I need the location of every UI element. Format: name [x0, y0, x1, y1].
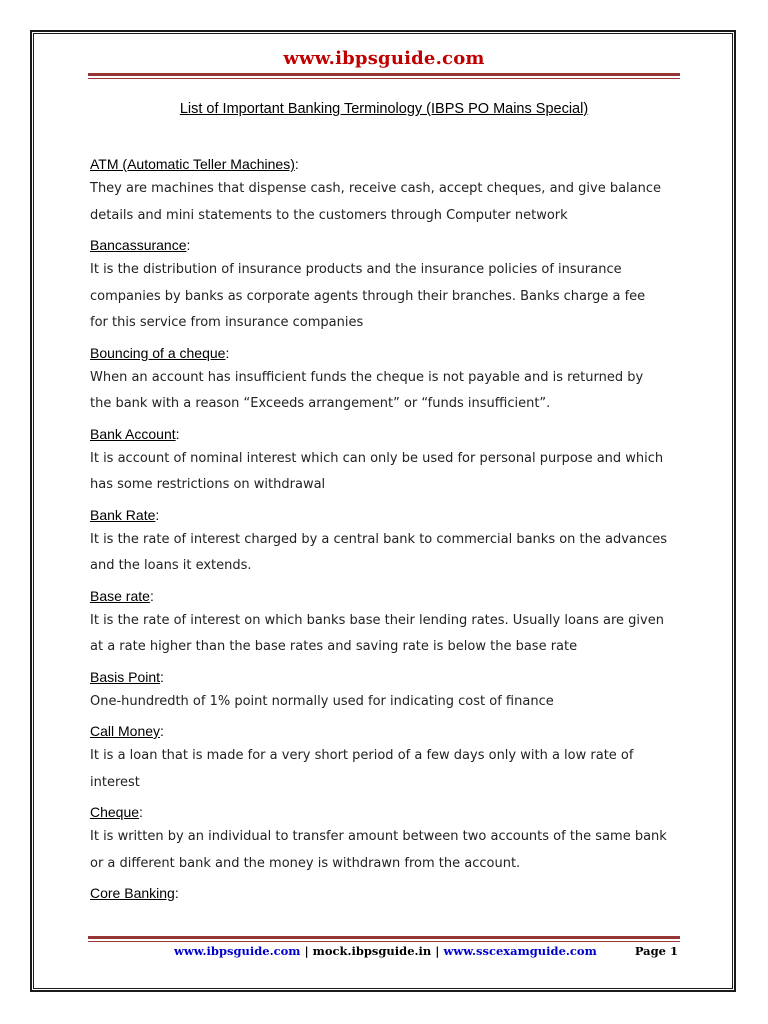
footer-link-ibpsguide[interactable]: www.ibpsguide.com — [174, 944, 301, 958]
definition-line: It is the rate of interest charged by a central bank to commercial banks on the advances — [90, 531, 668, 547]
footer-link-sscexamguide[interactable]: www.sscexamguide.com — [443, 944, 597, 958]
definition-line: It is a loan that is made for a very short period of a few days only with a low rate of — [90, 748, 634, 763]
document-title: List of Important Banking Terminology (IBPS PO Mains Special) — [179, 101, 589, 117]
definition-line: One-hundredth of 1% point normally used for indicating cost of finance — [90, 693, 554, 709]
term-definition — [90, 608, 680, 661]
footer-separator: | — [431, 944, 444, 958]
definition-line: has some restrictions on withdrawal — [90, 477, 326, 492]
term-heading — [90, 665, 680, 689]
header-rule-thick — [88, 73, 680, 76]
term-entry — [90, 584, 680, 661]
definition-line: details and mini statements to the customers through Computer network — [90, 207, 568, 223]
header-rule-thin — [88, 78, 680, 79]
term-definition — [90, 743, 680, 796]
term-heading — [90, 422, 680, 446]
definition-line: at a rate higher than the base rates and saving rate is below the base rate — [90, 639, 578, 654]
term-heading — [90, 503, 680, 527]
definition-line: It is the distribution of insurance products and the insurance policies of insurance — [90, 262, 622, 277]
definition-line: It is the rate of interest on which banks base their lending rates. Usually loans are given — [90, 612, 664, 628]
definition-line: When an account has insufficient funds the cheque is not payable and is returned by — [90, 369, 644, 385]
term-heading-colon: : — [155, 506, 160, 523]
term-entry — [90, 152, 680, 229]
term-heading-colon: : — [149, 587, 154, 604]
term-heading — [90, 233, 680, 257]
term-heading — [90, 881, 680, 905]
term-definition — [90, 824, 680, 877]
term-heading-text: Bank Rate — [90, 506, 156, 523]
definition-line: the bank with a reason “Exceeds arrangement” or “funds insufficient”. — [90, 396, 551, 411]
term-heading — [90, 719, 680, 743]
term-definition — [90, 257, 680, 337]
term-heading-colon: : — [175, 425, 180, 442]
footer-separator: | — [300, 944, 313, 958]
term-heading-text: Bancassurance — [90, 237, 187, 253]
definition-line: and the loans it extends. — [90, 558, 252, 573]
term-entry — [90, 503, 680, 580]
term-entry — [90, 422, 680, 499]
term-heading — [90, 152, 680, 176]
footer-link-mock[interactable]: mock.ibpsguide.in — [312, 944, 432, 958]
term-heading-text: Base rate — [90, 587, 150, 604]
term-definition — [90, 446, 680, 499]
footer-rule-thin — [88, 941, 680, 942]
term-heading-text: Cheque — [90, 804, 140, 820]
term-entry — [90, 719, 680, 796]
term-entry — [90, 800, 680, 877]
term-heading-colon: : — [139, 804, 143, 820]
term-entry — [90, 665, 680, 716]
term-heading — [90, 584, 680, 608]
definition-line: They are machines that dispense cash, receive cash, accept cheques, and give balance — [90, 181, 662, 196]
term-entry — [90, 341, 680, 418]
term-heading-colon: : — [160, 723, 164, 739]
definition-line: companies by banks as corporate agents through their branches. Banks charge a fee — [90, 288, 646, 304]
term-heading-colon: : — [186, 237, 191, 253]
term-definition — [90, 527, 680, 580]
terms-list — [90, 152, 680, 905]
term-entry — [90, 881, 680, 905]
term-definition — [90, 365, 680, 418]
term-heading-text: Bank Account — [90, 425, 176, 442]
definition-line: interest — [90, 774, 140, 790]
term-heading-text: Call Money — [90, 723, 161, 739]
page-number: Page 1 — [634, 944, 678, 958]
definition-line: It is written by an individual to transfer amount between two accounts of the same bank — [90, 829, 667, 844]
site-header-link[interactable]: www.ibpsguide.com — [283, 48, 485, 69]
footer-rule-thick — [88, 936, 680, 939]
term-heading-colon: : — [174, 885, 179, 901]
definition-line: It is account of nominal interest which can only be used for personal purpose and which — [90, 450, 664, 466]
page-footer — [90, 944, 680, 962]
term-definition — [90, 689, 680, 716]
term-heading-colon: : — [160, 668, 164, 685]
term-heading-colon: : — [294, 156, 299, 172]
term-entry — [90, 233, 680, 337]
term-heading — [90, 800, 680, 824]
term-definition — [90, 176, 680, 229]
definition-line: for this service from insurance companies — [90, 315, 364, 330]
term-heading-text: ATM (Automatic Teller Machines) — [90, 156, 295, 172]
term-heading-colon: : — [225, 344, 230, 361]
term-heading-text: Basis Point — [90, 668, 161, 685]
footer-links — [174, 944, 597, 958]
term-heading — [90, 341, 680, 365]
definition-line: or a different bank and the money is withdrawn from the account. — [90, 855, 521, 871]
term-heading-text: Core Banking — [90, 885, 175, 901]
term-heading-text: Bouncing of a cheque — [90, 344, 226, 361]
